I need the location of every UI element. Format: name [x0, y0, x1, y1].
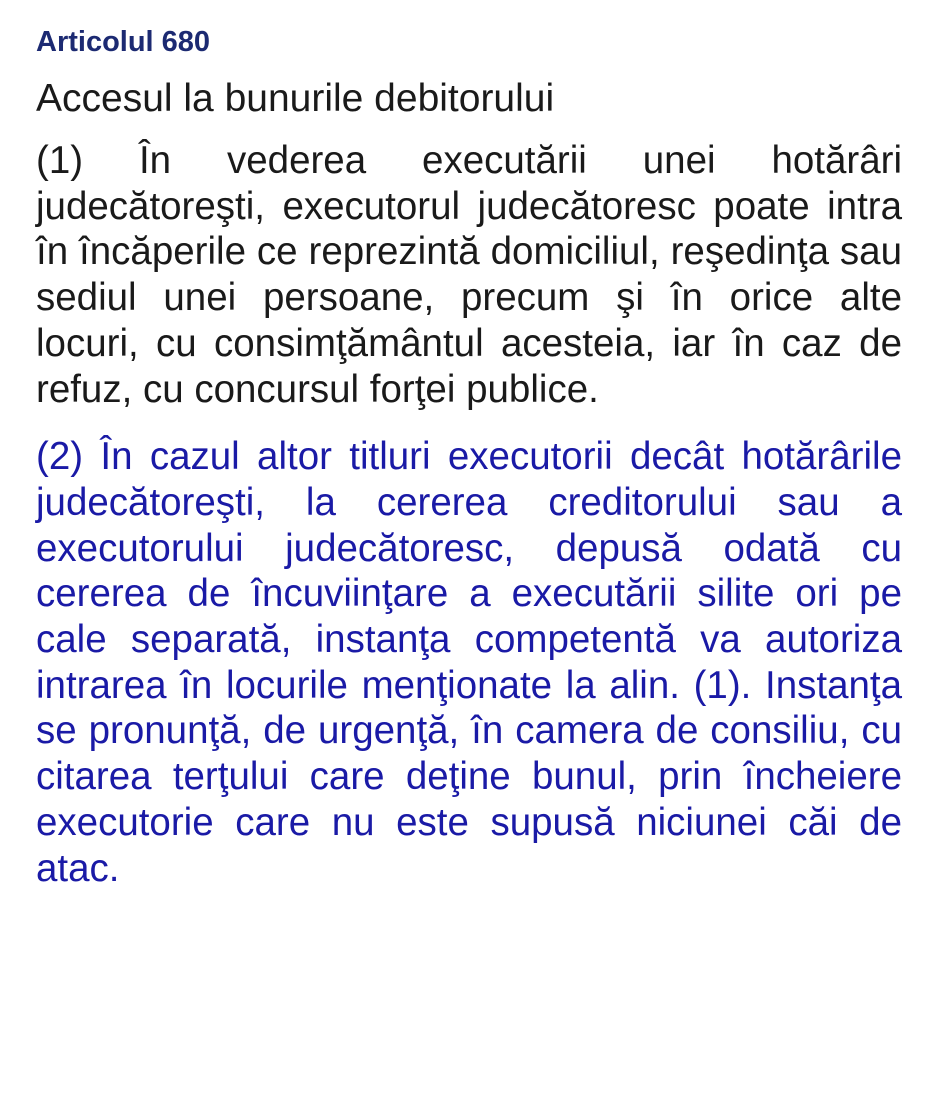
article-paragraph-2: (2) În cazul altor titluri executorii decât hotărârile judecătoreşti, la cererea creditorului sau a executorului judecătoresc, depusă odată cu cererea de încuviinţare a executării silite ori pe cale separată, instanţa competentă va autoriza intrarea în locurile menţionate la alin. (1). Instanţa se pronunţă, de urgenţă, în camera de consiliu, cu citarea terţului care deţine bunul, prin încheiere executorie care nu este supusă niciunei căi de atac. [36, 435, 902, 890]
article-title: Accesul la bunurile debitorului [36, 77, 555, 120]
article-number: Articolul 680 [36, 26, 211, 58]
article-paragraph-1: (1) În vederea executării unei hotărâri judecătoreşti, executorul judecătoresc poate intra în încăperile ce reprezintă domiciliul, reşedinţa sau sediul unei persoane, precum şi în orice alte locuri, cu consimţământul acesteia, iar în caz de refuz, cu concursul forţei publice. [36, 139, 902, 411]
